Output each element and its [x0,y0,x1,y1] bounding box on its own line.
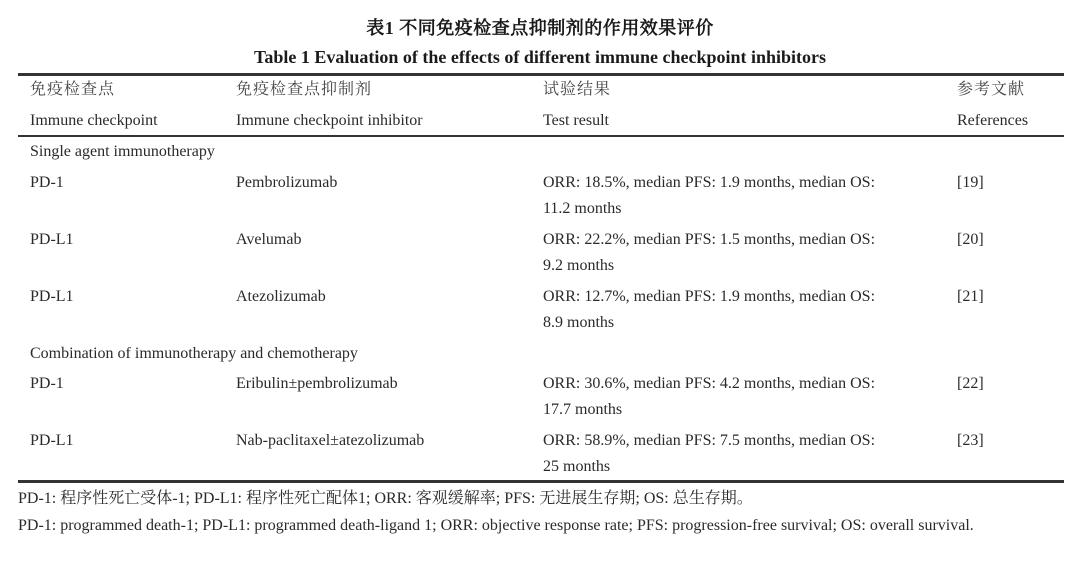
cell-inhibitor: Eribulin±pembrolizumab [236,375,398,392]
header-rule [18,135,1064,137]
cell-result-line1: ORR: 58.9%, median PFS: 7.5 months, median OS: [543,432,876,449]
cell-checkpoint: PD-1 [30,174,64,191]
cell-result-line1: ORR: 12.7%, median PFS: 1.9 months, median OS: [543,288,876,305]
table-title-cn: 表1 不同免疫检查点抑制剂的作用效果评价 [366,18,714,38]
bottom-rule [18,480,1064,483]
cell-inhibitor: Atezolizumab [236,288,326,305]
cell-checkpoint: PD-L1 [30,231,74,248]
header-result-en: Test result [543,112,609,129]
top-rule [18,73,1064,76]
cell-ref: [23] [957,432,984,449]
footnote-cn: PD-1: 程序性死亡受体-1; PD-L1: 程序性死亡配体1; ORR: 客观缓解率; PFS: 无进展生存期; OS: 总生存期。 [18,490,753,507]
cell-result-line1: ORR: 30.6%, median PFS: 4.2 months, median OS: [543,375,876,392]
header-checkpoint-cn: 免疫检查点 [30,81,116,98]
cell-result-line2: 8.9 months [543,314,615,331]
header-result-cn: 试验结果 [543,81,612,98]
cell-result-line2: 9.2 months [543,257,615,274]
section-label-combination: Combination of immunotherapy and chemotherapy [30,345,358,362]
cell-ref: [20] [957,231,984,248]
cell-ref: [21] [957,288,984,305]
cell-checkpoint: PD-L1 [30,288,74,305]
cell-ref: [19] [957,174,984,191]
section-label-single-agent: Single agent immunotherapy [30,143,215,160]
footnote-en: PD-1: programmed death-1; PD-L1: programmed death-ligand 1; ORR: objective response rate; PFS: progression-free survival; OS: overall survival. [18,517,974,534]
cell-inhibitor: Pembrolizumab [236,174,338,191]
cell-result-line2: 17.7 months [543,401,623,418]
cell-checkpoint: PD-L1 [30,432,74,449]
cell-inhibitor: Nab-paclitaxel±atezolizumab [236,432,425,449]
header-references-en: References [957,112,1029,129]
cell-result-line2: 25 months [543,458,611,475]
cell-checkpoint: PD-1 [30,375,64,392]
cell-ref: [22] [957,375,984,392]
table-title-en: Table 1 Evaluation of the effects of different immune checkpoint inhibitors [254,47,826,67]
header-inhibitor-cn: 免疫检查点抑制剂 [236,81,373,98]
cell-inhibitor: Avelumab [236,231,302,248]
header-checkpoint-en: Immune checkpoint [30,112,158,129]
header-references-cn: 参考文献 [957,81,1026,98]
cell-result-line2: 11.2 months [543,200,622,217]
cell-result-line1: ORR: 18.5%, median PFS: 1.9 months, median OS: [543,174,876,191]
cell-result-line1: ORR: 22.2%, median PFS: 1.5 months, median OS: [543,231,876,248]
header-inhibitor-en: Immune checkpoint inhibitor [236,112,423,129]
